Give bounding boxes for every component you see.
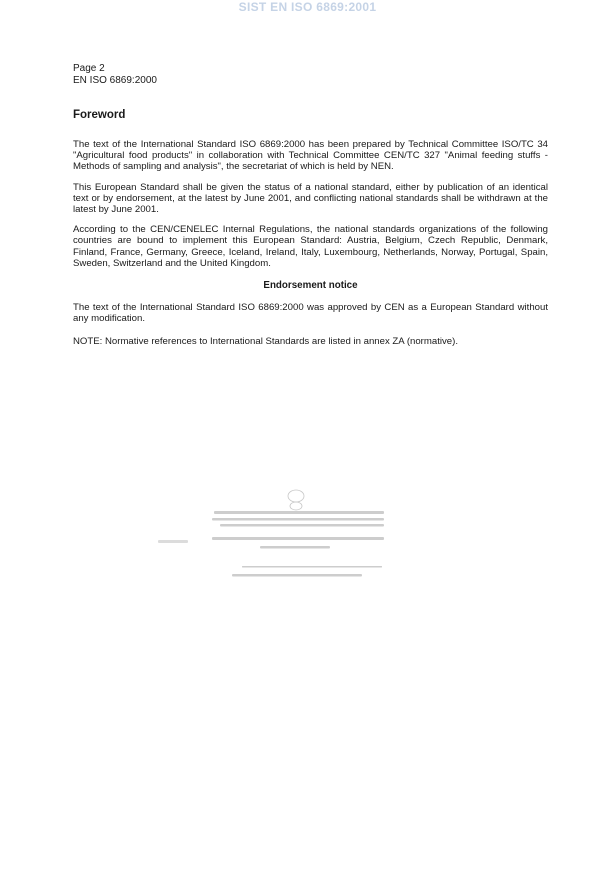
foreword-paragraph-2: This European Standard shall be given the status of a national standard, either by publication of an identical text or by endorsement, at the latest by June 2001, and conflicting national standards shall be withdrawn at the latest by June 2001. — [73, 181, 548, 216]
endorsement-text: The text of the International Standard ISO 6869:2000 was approved by CEN as a European Standard without any modification. — [73, 302, 548, 325]
foreword-heading: Foreword — [73, 109, 126, 121]
page-number: Page 2 — [73, 63, 105, 74]
faded-stamp — [150, 487, 390, 587]
page-header — [73, 63, 157, 87]
watermark-text: SIST EN ISO 6869:2001 — [238, 0, 377, 14]
document-body — [73, 108, 548, 348]
endorsement-heading: Endorsement notice — [263, 280, 358, 292]
normative-note: NOTE: Normative references to International Standards are listed in annex ZA (normative). — [73, 336, 458, 348]
document-id: EN ISO 6869:2000 — [73, 75, 157, 86]
foreword-paragraph-3: According to the CEN/CENELEC Internal Regulations, the national standards organizations of the following countries are bound to implement this European Standard: Austria, Belgium, Czech Republic, Denmark, Finland, France, Germany, Greece, Iceland, Ireland, Italy, Luxembourg, Netherlands, Norway, Portugal, Spain, Sweden, Switzerland and the United Kingdom. — [73, 224, 548, 269]
foreword-paragraph-1: The text of the International Standard ISO 6869:2000 has been prepared by Technical Committee ISO/TC 34 "Agricultural food products" in collaboration with Technical Committee CEN/TC 327 "Animal feeding stuffs - Methods of sampling and analysis", the secretariat of which is held by NEN. — [73, 139, 548, 173]
